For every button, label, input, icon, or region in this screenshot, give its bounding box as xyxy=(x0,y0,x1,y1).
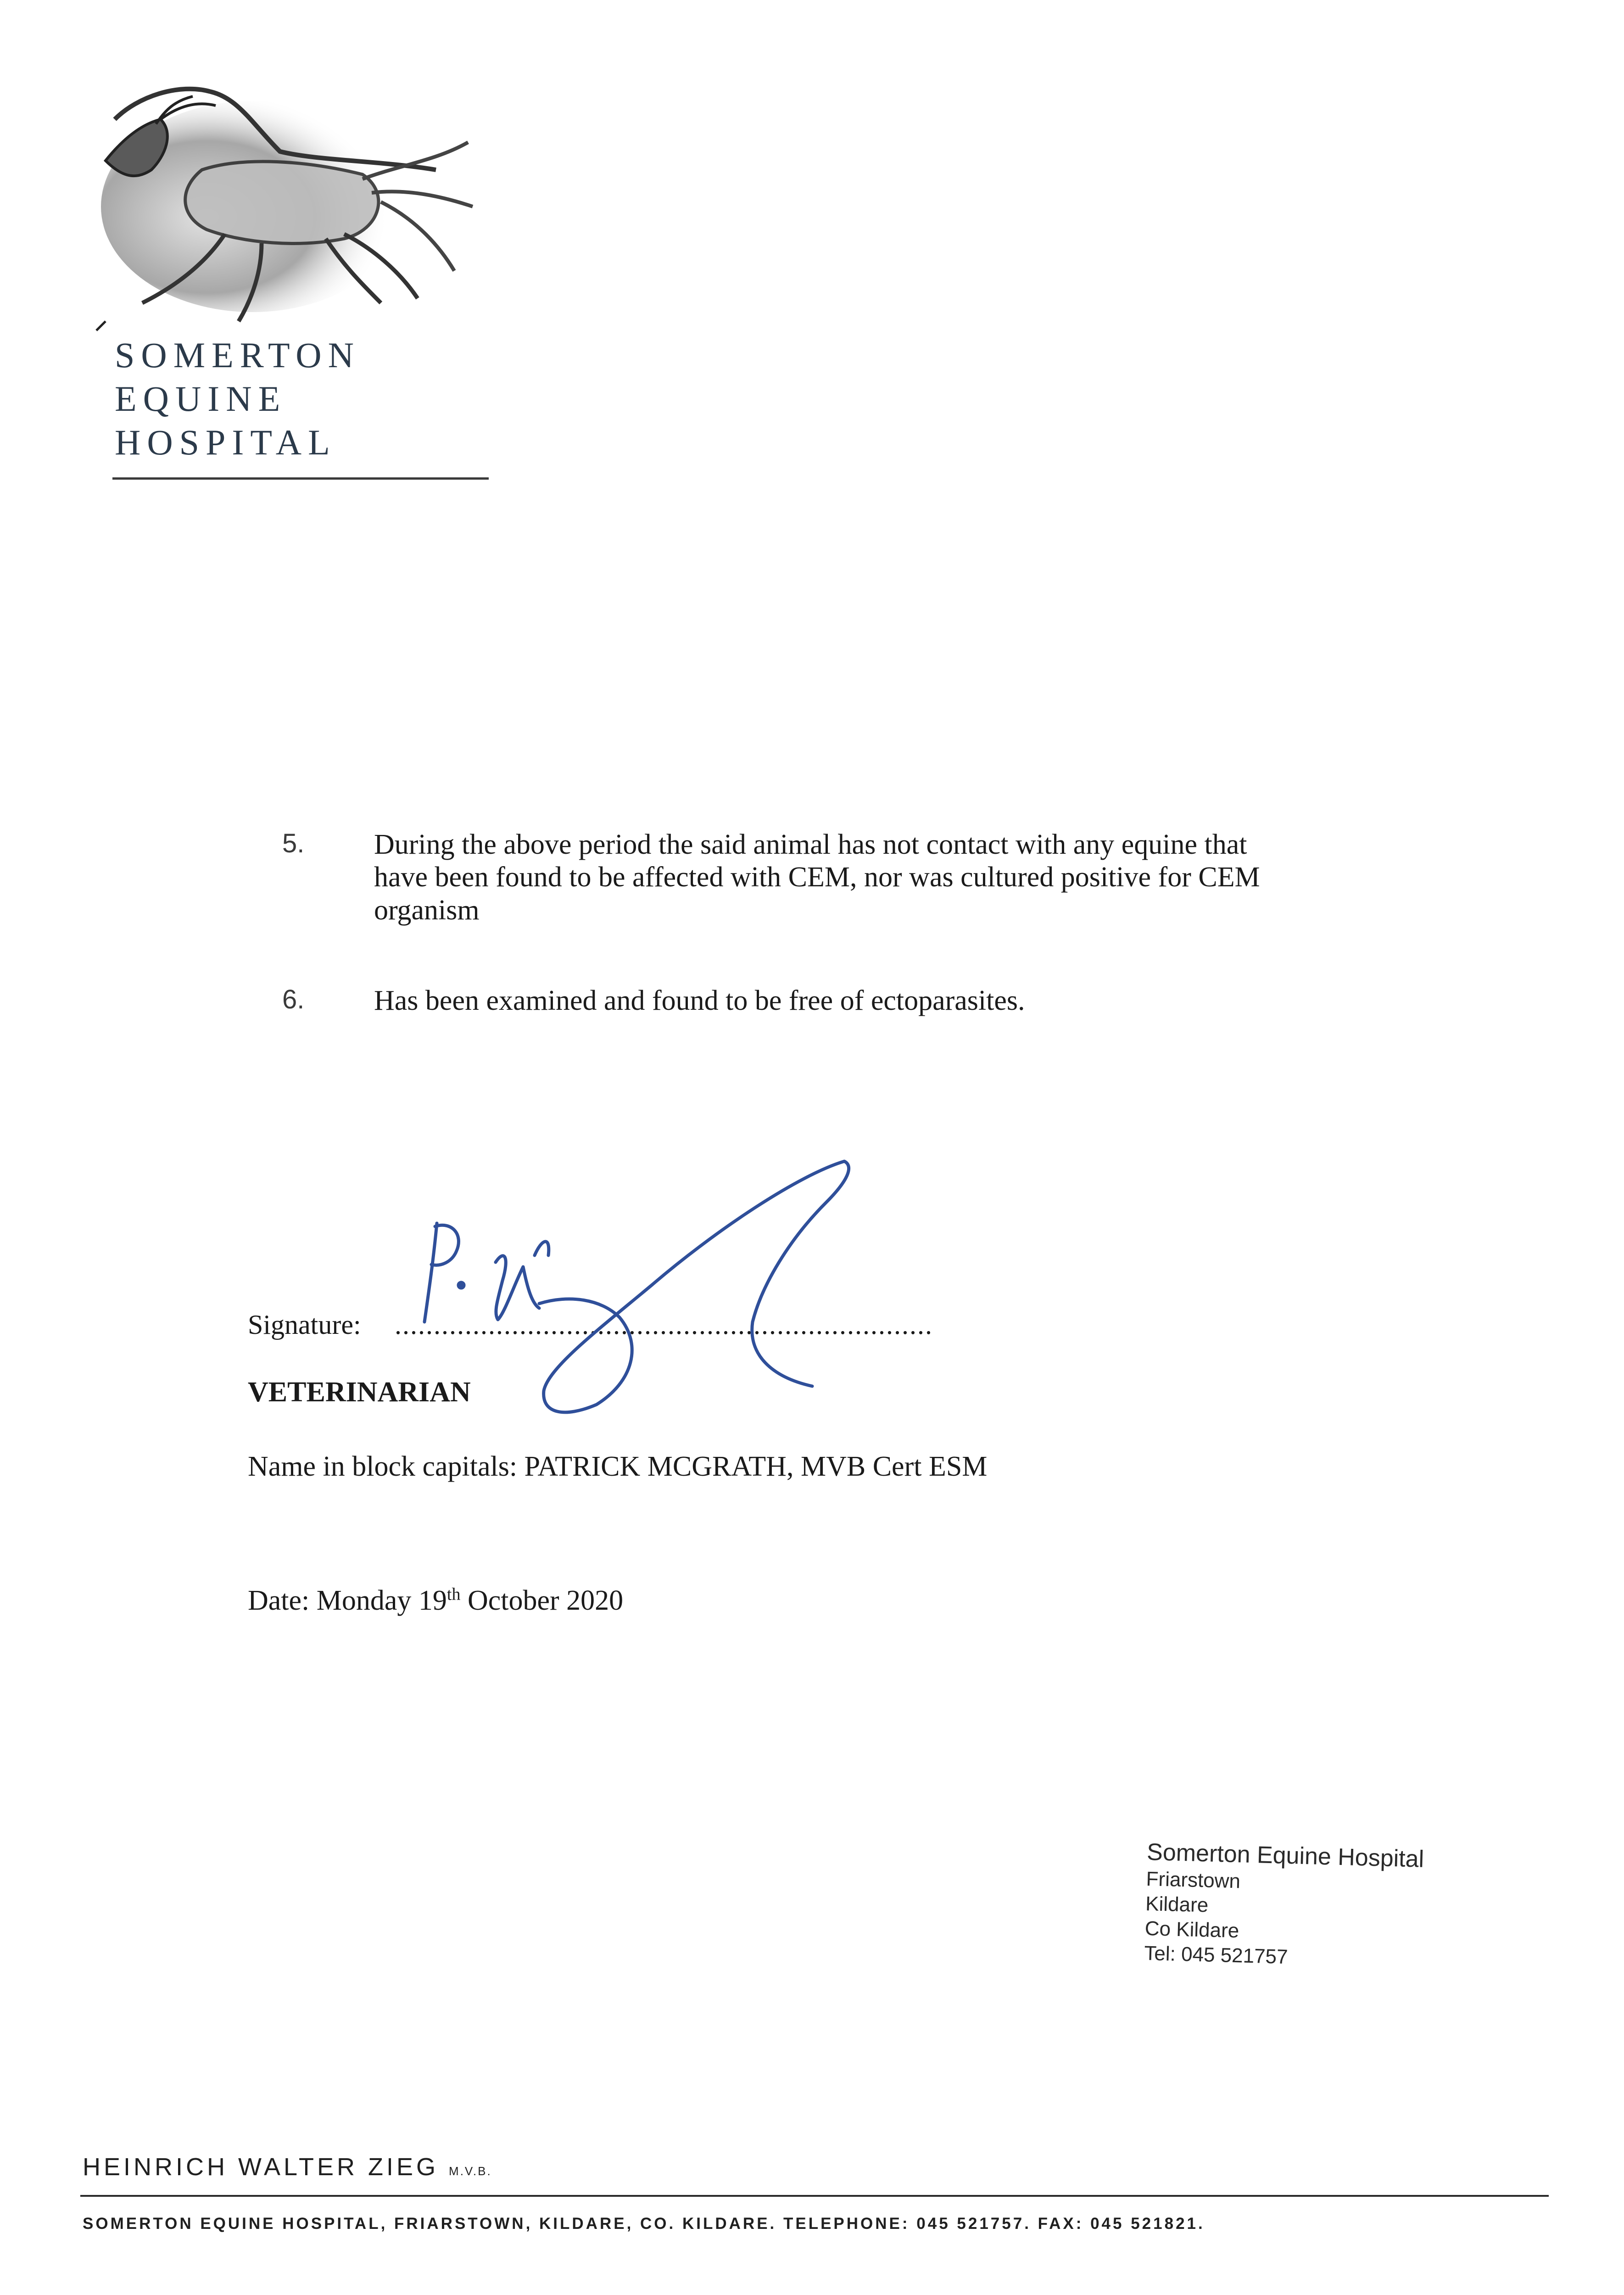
date-rest: October 2020 xyxy=(460,1585,624,1616)
signature-line: ..................................................................... xyxy=(395,1310,933,1340)
item-text-line: have been found to be affected with CEM, nor was cultured positive for CEM xyxy=(374,862,1260,893)
signature-label: Signature: xyxy=(248,1310,361,1340)
logo-line-hospital: HOSPITAL xyxy=(115,422,336,462)
logo-line-somerton: SOMERTON xyxy=(115,335,360,375)
footer-practitioner xyxy=(83,2153,492,2181)
stamp-line: Somerton Equine Hospital xyxy=(1146,1838,1424,1873)
item-text xyxy=(374,828,1475,927)
footer-practitioner-name: HEINRICH WALTER ZIEG xyxy=(83,2153,439,2181)
date-line xyxy=(248,1584,623,1617)
footer-address: SOMERTON EQUINE HOSPITAL, FRIARSTOWN, KILDARE, CO. KILDARE. TELEPHONE: 045 521757. FAX: 045 521821. xyxy=(83,2215,1205,2233)
logo-divider xyxy=(112,477,489,480)
stamp-line: Friarstown xyxy=(1146,1867,1241,1893)
logo-line-equine: EQUINE xyxy=(115,379,287,419)
horse-logo-icon xyxy=(87,55,500,340)
stamp-line: Kildare xyxy=(1145,1892,1209,1917)
footer-divider xyxy=(80,2195,1549,2197)
stamp-line: Co Kildare xyxy=(1144,1917,1239,1942)
item-number: 5. xyxy=(282,828,305,858)
hospital-stamp xyxy=(1144,1838,1424,1972)
item-number: 6. xyxy=(282,985,305,1014)
stamp-line: Tel: 045 521757 xyxy=(1144,1942,1289,1969)
date-prefix: Date: Monday 19 xyxy=(248,1585,447,1616)
item-text-line: organism xyxy=(374,894,480,926)
item-text-line: During the above period the said animal has not contact with any equine that xyxy=(374,829,1247,860)
date-ordinal: th xyxy=(446,1584,461,1604)
item-text-line: Has been examined and found to be free of ectoparasites. xyxy=(374,985,1025,1016)
name-in-block-capitals: Name in block capitals: PATRICK MCGRATH, MVB Cert ESM xyxy=(248,1451,988,1482)
item-text xyxy=(374,985,1475,1017)
footer-qualification: M.V.B. xyxy=(449,2164,492,2178)
role-heading: VETERINARIAN xyxy=(248,1377,471,1408)
